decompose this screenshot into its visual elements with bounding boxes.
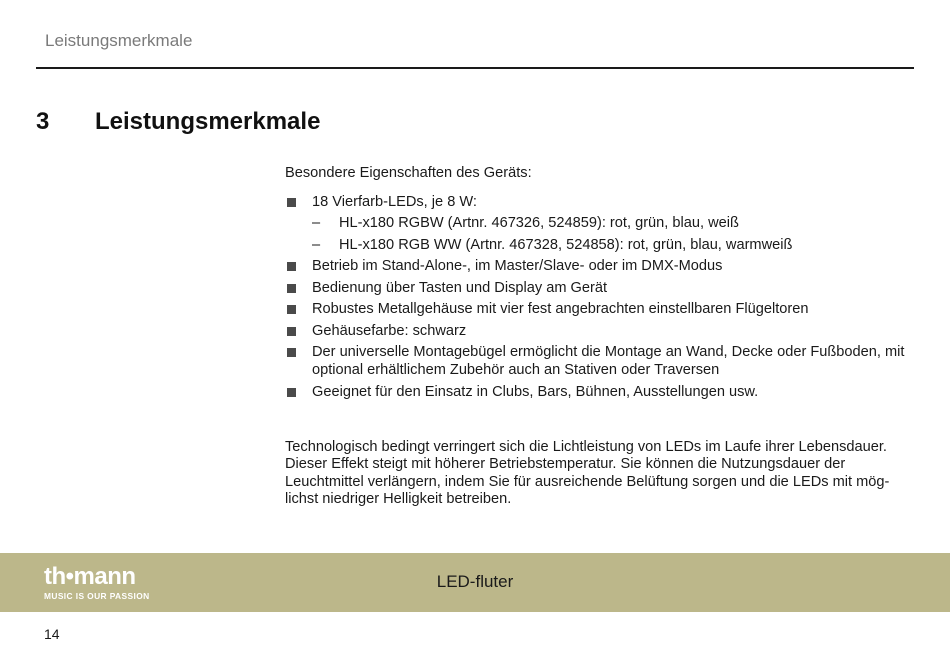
header-divider <box>36 67 914 69</box>
list-item <box>285 383 910 401</box>
list-item <box>285 257 910 275</box>
intro-text: Besondere Eigenschaften des Geräts: <box>285 165 532 181</box>
square-bullet-icon <box>287 388 296 397</box>
sub-item-text: HL-x180 RGB WW (Artnr. 467328, 524858): rot, grün, blau, warmweiß <box>339 236 793 253</box>
sub-list-item <box>312 236 910 254</box>
square-bullet-icon <box>287 305 296 314</box>
sub-list-item <box>312 214 910 232</box>
content-body <box>285 164 910 509</box>
running-header: Leistungsmerkmale <box>45 31 193 50</box>
list-item <box>285 300 910 318</box>
chapter-number: 3 <box>36 108 50 135</box>
feature-text: Robustes Metallgehäuse mit vier fest angebrachten einstellbaren Flügeltoren <box>312 301 809 317</box>
sub-item-text: HL-x180 RGBW (Artnr. 467326, 524859): rot, grün, blau, weiß <box>339 215 739 231</box>
list-item <box>285 193 910 254</box>
chapter-title: Leistungsmerkmale <box>95 108 321 135</box>
square-bullet-icon <box>287 284 296 293</box>
logo-tagline: MUSIC IS OUR PASSION <box>44 591 150 601</box>
list-item <box>285 343 910 379</box>
feature-text: Bedienung über Tasten und Display am Gerät <box>312 279 608 296</box>
chapter-heading <box>36 108 320 136</box>
square-bullet-icon <box>287 327 296 336</box>
dash-marker: – <box>312 236 321 253</box>
footer-band <box>0 553 950 612</box>
feature-text: Geeignet für den Einsatz in Clubs, Bars, Bühnen, Ausstellungen usw. <box>312 383 759 400</box>
feature-text: 18 Vierfarb-LEDs, je 8 W: <box>312 194 477 210</box>
logo-wordmark: th•mann <box>44 563 136 590</box>
product-name: LED-fluter <box>436 572 514 591</box>
page-number: 14 <box>44 626 60 642</box>
list-item <box>285 322 910 340</box>
dash-marker: – <box>312 215 321 231</box>
square-bullet-icon <box>287 198 296 207</box>
sub-list <box>312 214 910 254</box>
square-bullet-icon <box>287 262 296 271</box>
square-bullet-icon <box>287 348 296 357</box>
feature-list <box>285 193 910 401</box>
feature-text: Der universelle Montagebügel ermöglicht die Montage an Wand, Decke oder Fußboden, mit optional erhältlichem Zubehör auch an Stativen oder Traversen <box>312 344 905 378</box>
list-item <box>285 279 910 297</box>
feature-text: Gehäusefarbe: schwarz <box>312 322 467 339</box>
note-paragraph: Technologisch bedingt verringert sich die Lichtleistung von LEDs im Laufe ihrer Lebensdauer. Dieser Effekt steigt mit höherer Betriebstemperatur. Sie können die Nutzungsdauer der Leuchtmittel verlängern, indem Sie für ausreichende Belüftung sorgen und die LEDs mit mög-lichst niedriger Helligkeit betreiben. <box>285 438 890 507</box>
feature-text: Betrieb im Stand-Alone-, im Master/Slave- oder im DMX-Modus <box>312 258 723 274</box>
